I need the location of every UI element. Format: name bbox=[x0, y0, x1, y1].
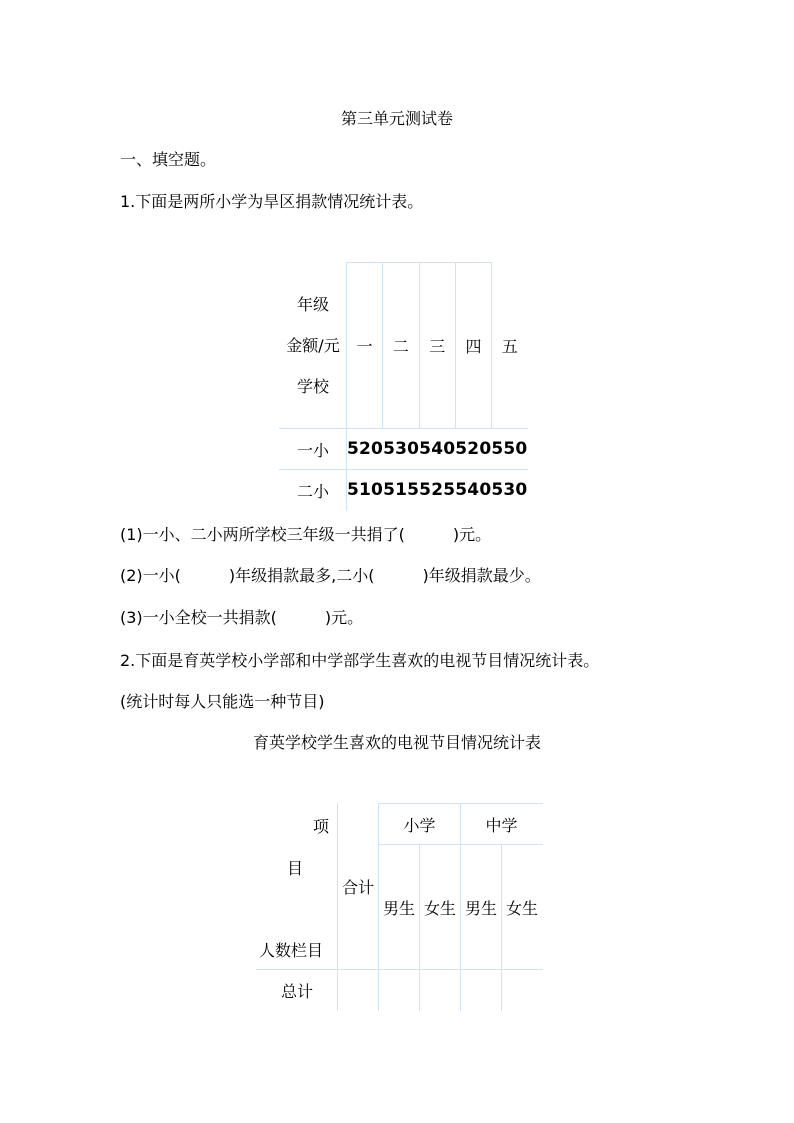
subgroup-header-primary-boys: 男生 bbox=[379, 845, 420, 970]
donation-table bbox=[279, 262, 528, 511]
school-name: 二小 bbox=[280, 470, 347, 511]
subgroup-header-secondary-boys: 男生 bbox=[461, 845, 502, 970]
table-corner-header bbox=[257, 804, 338, 970]
question-1-sub-3: (3)一小全校一共捐款( )元。 bbox=[120, 608, 364, 627]
corner-label-amount: 金额/元 bbox=[286, 336, 340, 355]
sum-row-label: 总计 bbox=[257, 970, 338, 1011]
grade-header-4: 四 bbox=[455, 263, 491, 429]
total-column-header: 合计 bbox=[338, 804, 379, 970]
grade-header-1: 一 bbox=[347, 263, 383, 429]
corner-label-count: 人数栏目 bbox=[259, 941, 324, 960]
blank-cell bbox=[461, 970, 502, 1011]
section-heading-fill-blank: 一、填空题。 bbox=[120, 150, 217, 169]
donation-values: 520530540520550 bbox=[347, 429, 528, 470]
blank-cell bbox=[502, 970, 543, 1011]
tv-table-title: 育英学校学生喜欢的电视节目情况统计表 bbox=[252, 733, 541, 752]
table-corner-header bbox=[280, 263, 347, 429]
blank-cell bbox=[420, 970, 461, 1011]
question-1-sub-1: (1)一小、二小两所学校三年级一共捐了( )元。 bbox=[120, 525, 492, 544]
tv-preference-table bbox=[256, 803, 543, 1011]
donation-values: 510515525540530 bbox=[347, 470, 528, 511]
group-header-primary: 小学 bbox=[379, 804, 461, 845]
table-row bbox=[280, 470, 528, 511]
page-title: 第三单元测试卷 bbox=[340, 109, 453, 128]
blank-cell bbox=[379, 970, 420, 1011]
subgroup-header-secondary-girls: 女生 bbox=[502, 845, 543, 970]
grade-header-5: 五 bbox=[492, 263, 528, 429]
grade-header-3: 三 bbox=[419, 263, 455, 429]
question-1-sub-2: (2)一小( )年级捐款最多,二小( )年级捐款最少。 bbox=[120, 566, 541, 585]
group-header-secondary: 中学 bbox=[461, 804, 543, 845]
subgroup-header-primary-girls: 女生 bbox=[420, 845, 461, 970]
table-row bbox=[257, 970, 543, 1011]
question-1-stem: 1.下面是两所小学为旱区捐款情况统计表。 bbox=[120, 192, 424, 211]
school-name: 一小 bbox=[280, 429, 347, 470]
corner-label-grade: 年级 bbox=[296, 295, 329, 314]
corner-label-school: 学校 bbox=[296, 377, 329, 396]
table-row bbox=[280, 429, 528, 470]
grade-header-2: 二 bbox=[383, 263, 419, 429]
corner-label-item: 项 bbox=[312, 817, 329, 836]
question-2-note: (统计时每人只能选一种节目) bbox=[120, 692, 325, 711]
question-2-stem: 2.下面是育英学校小学部和中学部学生喜欢的电视节目情况统计表。 bbox=[120, 651, 600, 670]
corner-label-mu: 目 bbox=[287, 859, 304, 878]
blank-cell bbox=[338, 970, 379, 1011]
